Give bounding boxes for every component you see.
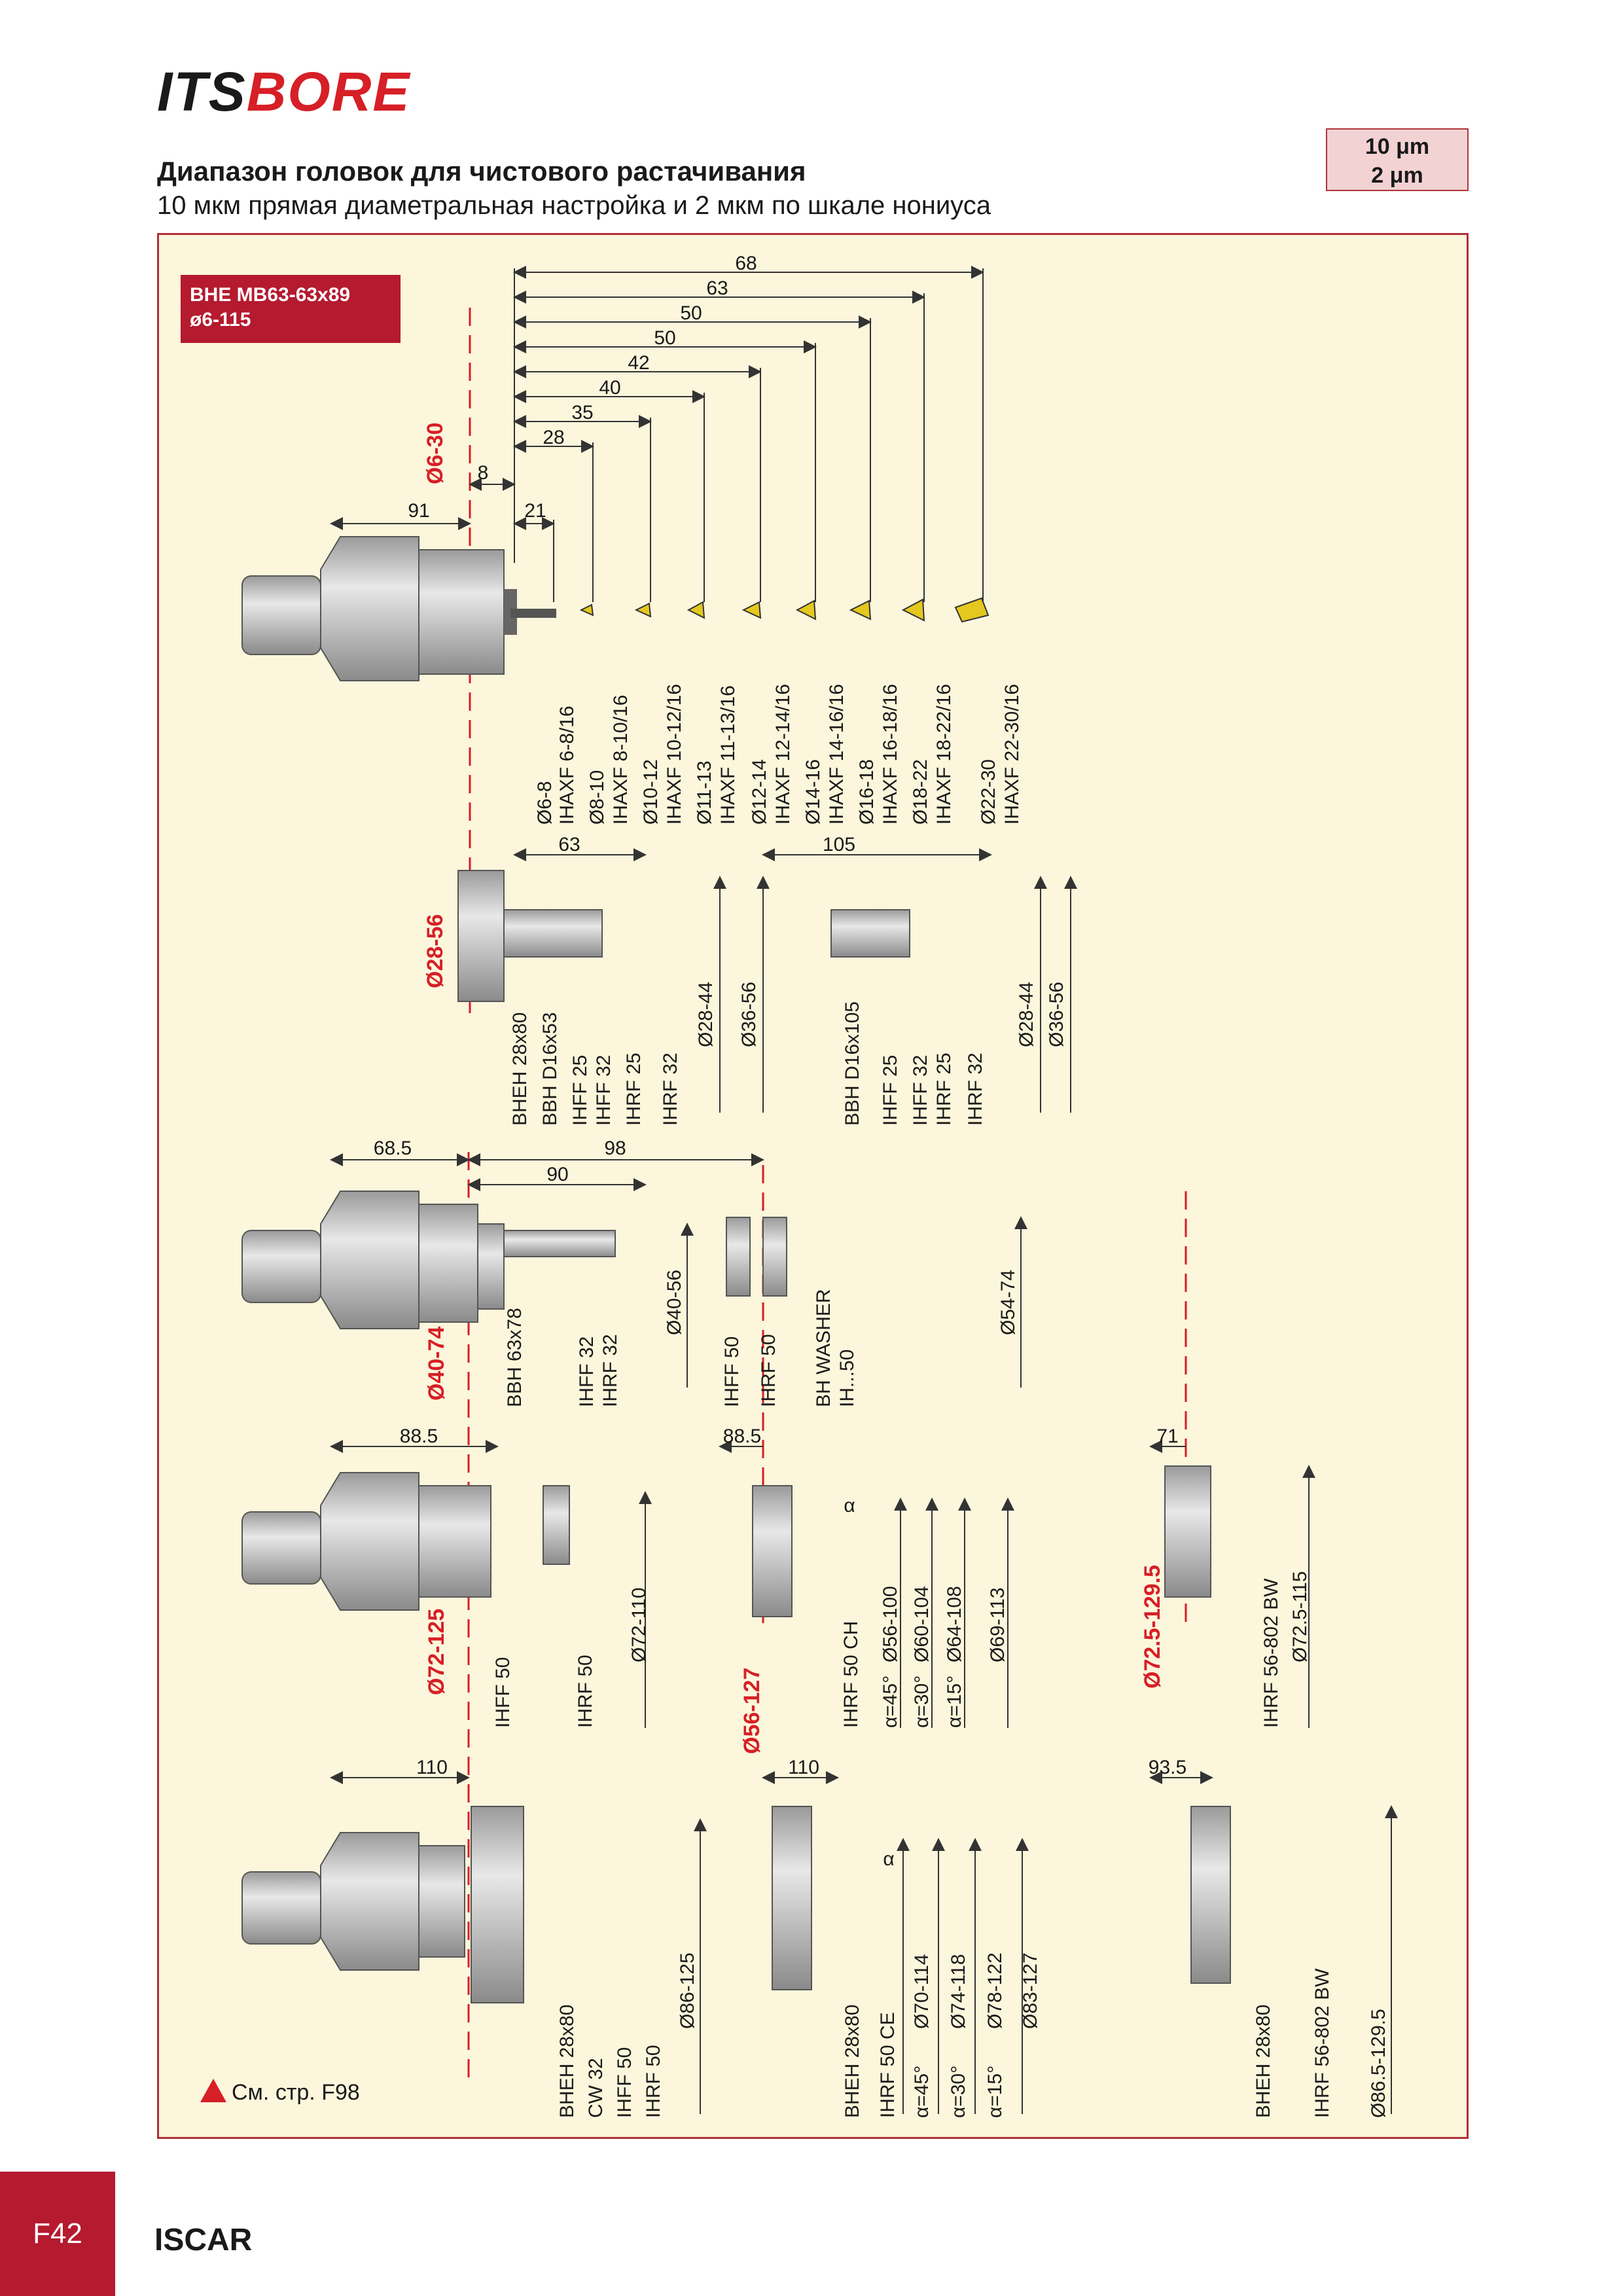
- labels-row2b: [842, 982, 1067, 1126]
- dim-42: 42: [628, 352, 650, 374]
- dim-68: 68: [735, 253, 757, 274]
- dim-35: 35: [571, 402, 594, 423]
- range-28-56: Ø28-56: [423, 914, 448, 988]
- label: IHFF 32: [910, 1054, 931, 1126]
- labels-row5: [556, 1952, 1389, 2118]
- label: Ø78-122: [984, 1952, 1006, 2029]
- label: IHRF 50: [758, 1334, 779, 1407]
- label: α=15°: [944, 1675, 965, 1728]
- dim-98: 98: [604, 1138, 626, 1159]
- label: IHAXF 22-30/16: [1001, 683, 1023, 825]
- label: IHAXF 11-13/16: [717, 685, 739, 825]
- label: BHEH 28x80: [1253, 2004, 1274, 2118]
- boring-head-1: [242, 537, 556, 681]
- dim-90: 90: [546, 1164, 569, 1185]
- label: IHAXF 14-16/16: [826, 683, 847, 825]
- label: IHAXF 12-14/16: [772, 683, 794, 825]
- alpha-symbol: α: [844, 1495, 855, 1516]
- label: BBH D16x105: [842, 1001, 863, 1126]
- label: IHRF 32: [660, 1052, 681, 1126]
- label: IHFF 32: [576, 1336, 597, 1407]
- dim-88-5a: 88.5: [399, 1426, 438, 1447]
- warning-icon: [200, 2079, 226, 2102]
- label: Ø12-14: [749, 759, 770, 825]
- range-72-125: Ø72-125: [424, 1608, 449, 1695]
- label: BBH D16x53: [539, 1012, 561, 1126]
- label: Ø22-30: [978, 759, 999, 825]
- page-number: F42: [0, 2172, 115, 2296]
- label: Ø86.5-129.5: [1368, 2009, 1389, 2118]
- warning-note: См. стр. F98: [200, 2079, 360, 2106]
- label: Ø8-10: [586, 770, 608, 825]
- label: BHEH 28x80: [842, 2004, 863, 2118]
- brand-footer: ISCAR: [154, 2223, 253, 2257]
- label: IHRF 50: [575, 1655, 596, 1728]
- label: Ø86-125: [677, 1952, 698, 2029]
- label: IHRF 50: [643, 2045, 664, 2118]
- label: Ø56-100: [880, 1586, 901, 1662]
- label: Ø74-118: [948, 1954, 969, 2029]
- dim-91: 91: [408, 500, 430, 522]
- label: α=45°: [880, 1675, 901, 1728]
- label: IHRF 50 CH: [840, 1621, 862, 1728]
- label: IH...50: [836, 1349, 858, 1407]
- page-subtitle: 10 мкм прямая диаметральная настройка и 2 мкм по шкале нониуса: [157, 191, 991, 220]
- label: Ø70-114: [911, 1954, 933, 2029]
- dim-40: 40: [599, 377, 621, 399]
- dim-71: 71: [1156, 1426, 1179, 1447]
- label: Ø72-110: [628, 1587, 650, 1662]
- label: Ø69-113: [987, 1587, 1008, 1662]
- label: Ø72.5-115: [1289, 1571, 1311, 1662]
- inserts-row1: [581, 598, 988, 622]
- label: IHFF 25: [569, 1054, 591, 1126]
- dim-8: 8: [477, 462, 489, 484]
- dim-63-row2: 63: [558, 834, 580, 855]
- label: Ø28-44: [695, 981, 717, 1047]
- range-72-5-129-5: Ø72.5-129.5: [1140, 1564, 1165, 1689]
- label: Ø40-56: [664, 1269, 685, 1335]
- label: IHRF 32: [965, 1052, 986, 1126]
- labels-row3: [504, 1270, 1019, 1407]
- label: α=30°: [911, 1675, 933, 1728]
- label: IHAXF 8-10/16: [610, 694, 632, 825]
- dim-105: 105: [822, 834, 856, 855]
- dim-28: 28: [543, 427, 565, 448]
- labels-row1: [534, 684, 1023, 825]
- label: Ø14-16: [802, 759, 824, 825]
- labels-row2a: [509, 982, 760, 1126]
- itsbore-logo: ITSBORE: [157, 61, 411, 122]
- label: IHAXF 18-22/16: [933, 683, 955, 825]
- dim-110b: 110: [788, 1757, 819, 1778]
- label: Ø83-127: [1020, 1952, 1041, 2029]
- label: BHEH 28x80: [556, 2004, 578, 2118]
- label: Ø18-22: [910, 759, 931, 825]
- dim-50b: 50: [654, 327, 676, 349]
- label: Ø11-13: [694, 761, 715, 825]
- label: Ø60-104: [911, 1586, 933, 1662]
- label: Ø36-56: [738, 981, 760, 1047]
- label: Ø64-108: [944, 1586, 965, 1662]
- label: Ø28-44: [1016, 981, 1037, 1047]
- label: IHRF 50 CE: [877, 2012, 899, 2118]
- label: IHAXF 16-18/16: [880, 683, 901, 825]
- label: IHFF 32: [593, 1054, 615, 1126]
- precision-badge: 10 μm 2 μm: [1326, 128, 1469, 191]
- page-title: Диапазон головок для чистового растачивания: [157, 156, 806, 187]
- boring-bar-2: [458, 870, 910, 1001]
- dim-88-5b: 88.5: [722, 1426, 762, 1447]
- label: α=15°: [984, 2065, 1006, 2118]
- label: IHRF 56-802 BW: [1311, 1968, 1333, 2118]
- range-40-74: Ø40-74: [424, 1326, 449, 1401]
- dim-68-5: 68.5: [373, 1138, 412, 1159]
- centerlines: [469, 308, 1186, 2081]
- label: BHEH 28x80: [509, 1012, 531, 1126]
- dim-63: 63: [706, 278, 728, 299]
- label: IHRF 56-802 BW: [1260, 1578, 1282, 1728]
- label: IHFF 50: [492, 1657, 514, 1728]
- label: Ø36-56: [1046, 981, 1067, 1047]
- label: IHAXF 10-12/16: [664, 683, 685, 825]
- boring-head-4: [242, 1466, 1211, 1617]
- boring-head-5: [242, 1806, 1230, 2003]
- range-56-127: Ø56-127: [740, 1667, 764, 1754]
- alpha-symbol-2: α: [883, 1848, 895, 1870]
- range-6-30: Ø6-30: [423, 422, 448, 484]
- label: BBH 63x78: [504, 1308, 526, 1407]
- label: IHFF 25: [880, 1054, 901, 1126]
- dim-110a: 110: [416, 1757, 448, 1778]
- tool-badge: BHE MB63-63x89 ø6-115: [181, 275, 401, 343]
- label: IHRF 25: [623, 1052, 645, 1126]
- label: IHFF 50: [614, 2047, 635, 2118]
- dim-21: 21: [524, 500, 546, 522]
- dim-50a: 50: [680, 302, 702, 324]
- label: IHFF 50: [721, 1336, 743, 1407]
- label: BH WASHER: [813, 1289, 834, 1407]
- label: Ø54-74: [997, 1269, 1019, 1335]
- label: IHRF 25: [933, 1052, 955, 1126]
- label: IHAXF 6-8/16: [556, 706, 578, 825]
- label: α=45°: [911, 2065, 933, 2118]
- label: α=30°: [948, 2065, 969, 2118]
- label: Ø10-12: [640, 759, 662, 825]
- label: Ø6-8: [534, 781, 556, 825]
- label: IHRF 32: [599, 1334, 621, 1407]
- label: Ø16-18: [856, 759, 878, 825]
- label: CW 32: [585, 2058, 607, 2118]
- dim-93-5: 93.5: [1148, 1757, 1187, 1778]
